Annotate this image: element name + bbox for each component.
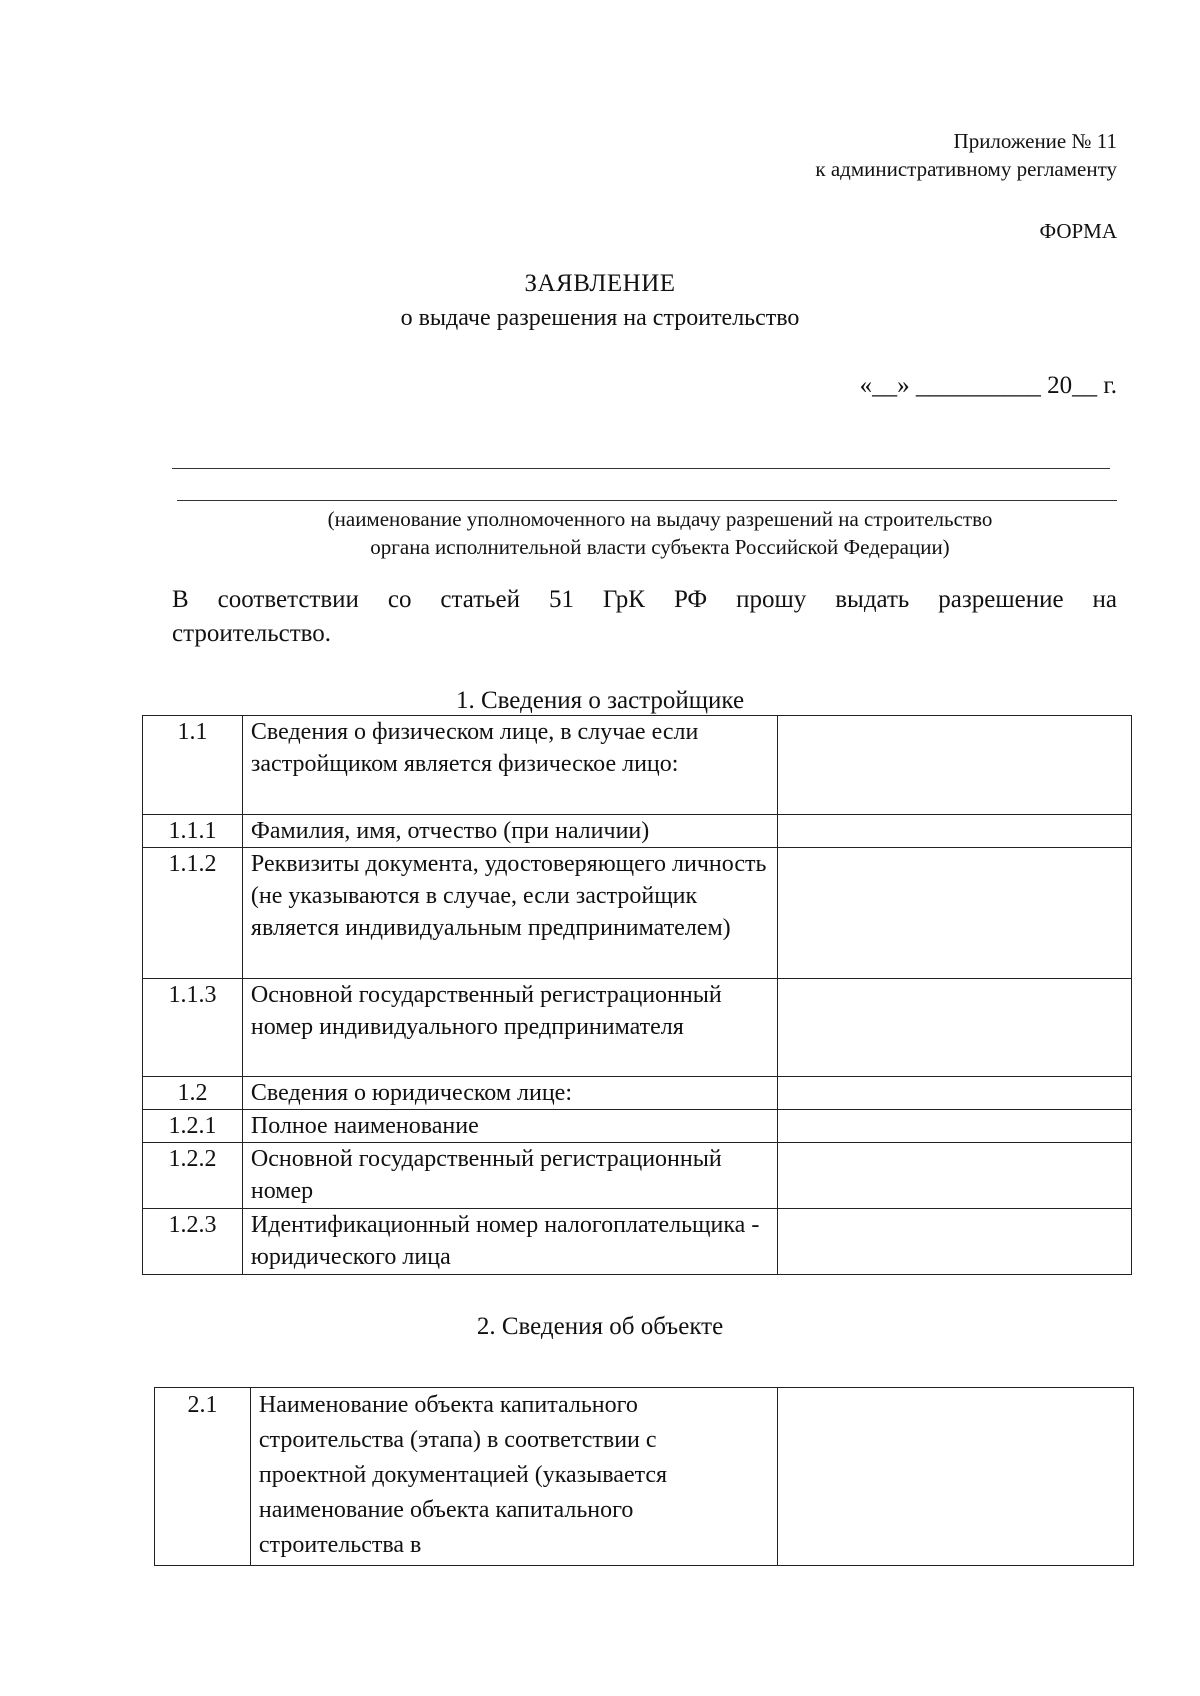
row-number: 1.2.1 xyxy=(143,1110,243,1143)
row-label: Основной государственный регистрационный номер xyxy=(242,1143,778,1209)
row-number: 2.1 xyxy=(155,1388,251,1566)
request-paragraph: В соответствии со статьей 51 ГрК РФ прошу выдать разрешение на строительство. xyxy=(172,586,1117,647)
regulation-reference: к административному регламенту xyxy=(815,157,1117,181)
row-value-field[interactable] xyxy=(778,1110,1132,1143)
row-number: 1.1.1 xyxy=(143,815,243,848)
row-label: Сведения о физическом лице, в случае если застройщиком является физическое лицо: xyxy=(242,716,778,815)
row-number: 1.2.3 xyxy=(143,1209,243,1275)
date-line: «__» __________ 20__ г. xyxy=(859,372,1117,399)
document-subtitle: о выдаче разрешения на строительство xyxy=(400,305,800,331)
table-row xyxy=(143,716,1132,815)
row-label: Сведения о юридическом лице: xyxy=(242,1077,778,1110)
row-value-field[interactable] xyxy=(778,1388,1134,1566)
authority-blank-line-1 xyxy=(172,468,1110,469)
form-label: ФОРМА xyxy=(1039,219,1117,243)
object-info-table xyxy=(154,1387,1134,1566)
row-label: Фамилия, имя, отчество (при наличии) xyxy=(242,815,778,848)
row-number: 1.1 xyxy=(143,716,243,815)
table-row xyxy=(143,979,1132,1077)
developer-info-table xyxy=(142,715,1132,1275)
table-row xyxy=(143,1209,1132,1275)
row-label: Полное наименование xyxy=(242,1110,778,1143)
row-value-field[interactable] xyxy=(778,848,1132,979)
table-row xyxy=(143,815,1132,848)
row-number: 1.2.2 xyxy=(143,1143,243,1209)
table-row xyxy=(143,1143,1132,1209)
section2-title: 2. Сведения об объекте xyxy=(476,1313,724,1340)
authority-blank-line-2 xyxy=(177,500,1117,501)
row-number: 1.2 xyxy=(143,1077,243,1110)
document-title: ЗАЯВЛЕНИЕ xyxy=(524,270,676,297)
authority-caption-line-2: органа исполнительной власти субъекта Российской Федерации) xyxy=(370,535,950,559)
table-row xyxy=(143,848,1132,979)
table-row xyxy=(155,1388,1134,1566)
row-value-field[interactable] xyxy=(778,1143,1132,1209)
section1-title: 1. Сведения о застройщике xyxy=(455,687,745,714)
appendix-header xyxy=(815,127,1117,183)
row-value-field[interactable] xyxy=(778,716,1132,815)
row-label: Наименование объекта капитального строительства (этапа) в соответствии с проектной документацией (указывается наименование объекта капитального строительства в xyxy=(250,1388,778,1566)
row-value-field[interactable] xyxy=(778,1077,1132,1110)
row-value-field[interactable] xyxy=(778,1209,1132,1275)
row-label: Реквизиты документа, удостоверяющего личность (не указываются в случае, если застройщик является индивидуальным предпринимателем) xyxy=(242,848,778,979)
row-number: 1.1.3 xyxy=(143,979,243,1077)
row-label: Идентификационный номер налогоплательщика - юридического лица xyxy=(242,1209,778,1275)
row-label: Основной государственный регистрационный номер индивидуального предпринимателя xyxy=(242,979,778,1077)
authority-caption xyxy=(0,505,1200,561)
table-row xyxy=(143,1110,1132,1143)
row-number: 1.1.2 xyxy=(143,848,243,979)
table-row xyxy=(143,1077,1132,1110)
authority-caption-line-1: (наименование уполномоченного на выдачу разрешений на строительство xyxy=(327,507,993,531)
row-value-field[interactable] xyxy=(778,979,1132,1077)
row-value-field[interactable] xyxy=(778,815,1132,848)
appendix-number: Приложение № 11 xyxy=(953,129,1117,153)
